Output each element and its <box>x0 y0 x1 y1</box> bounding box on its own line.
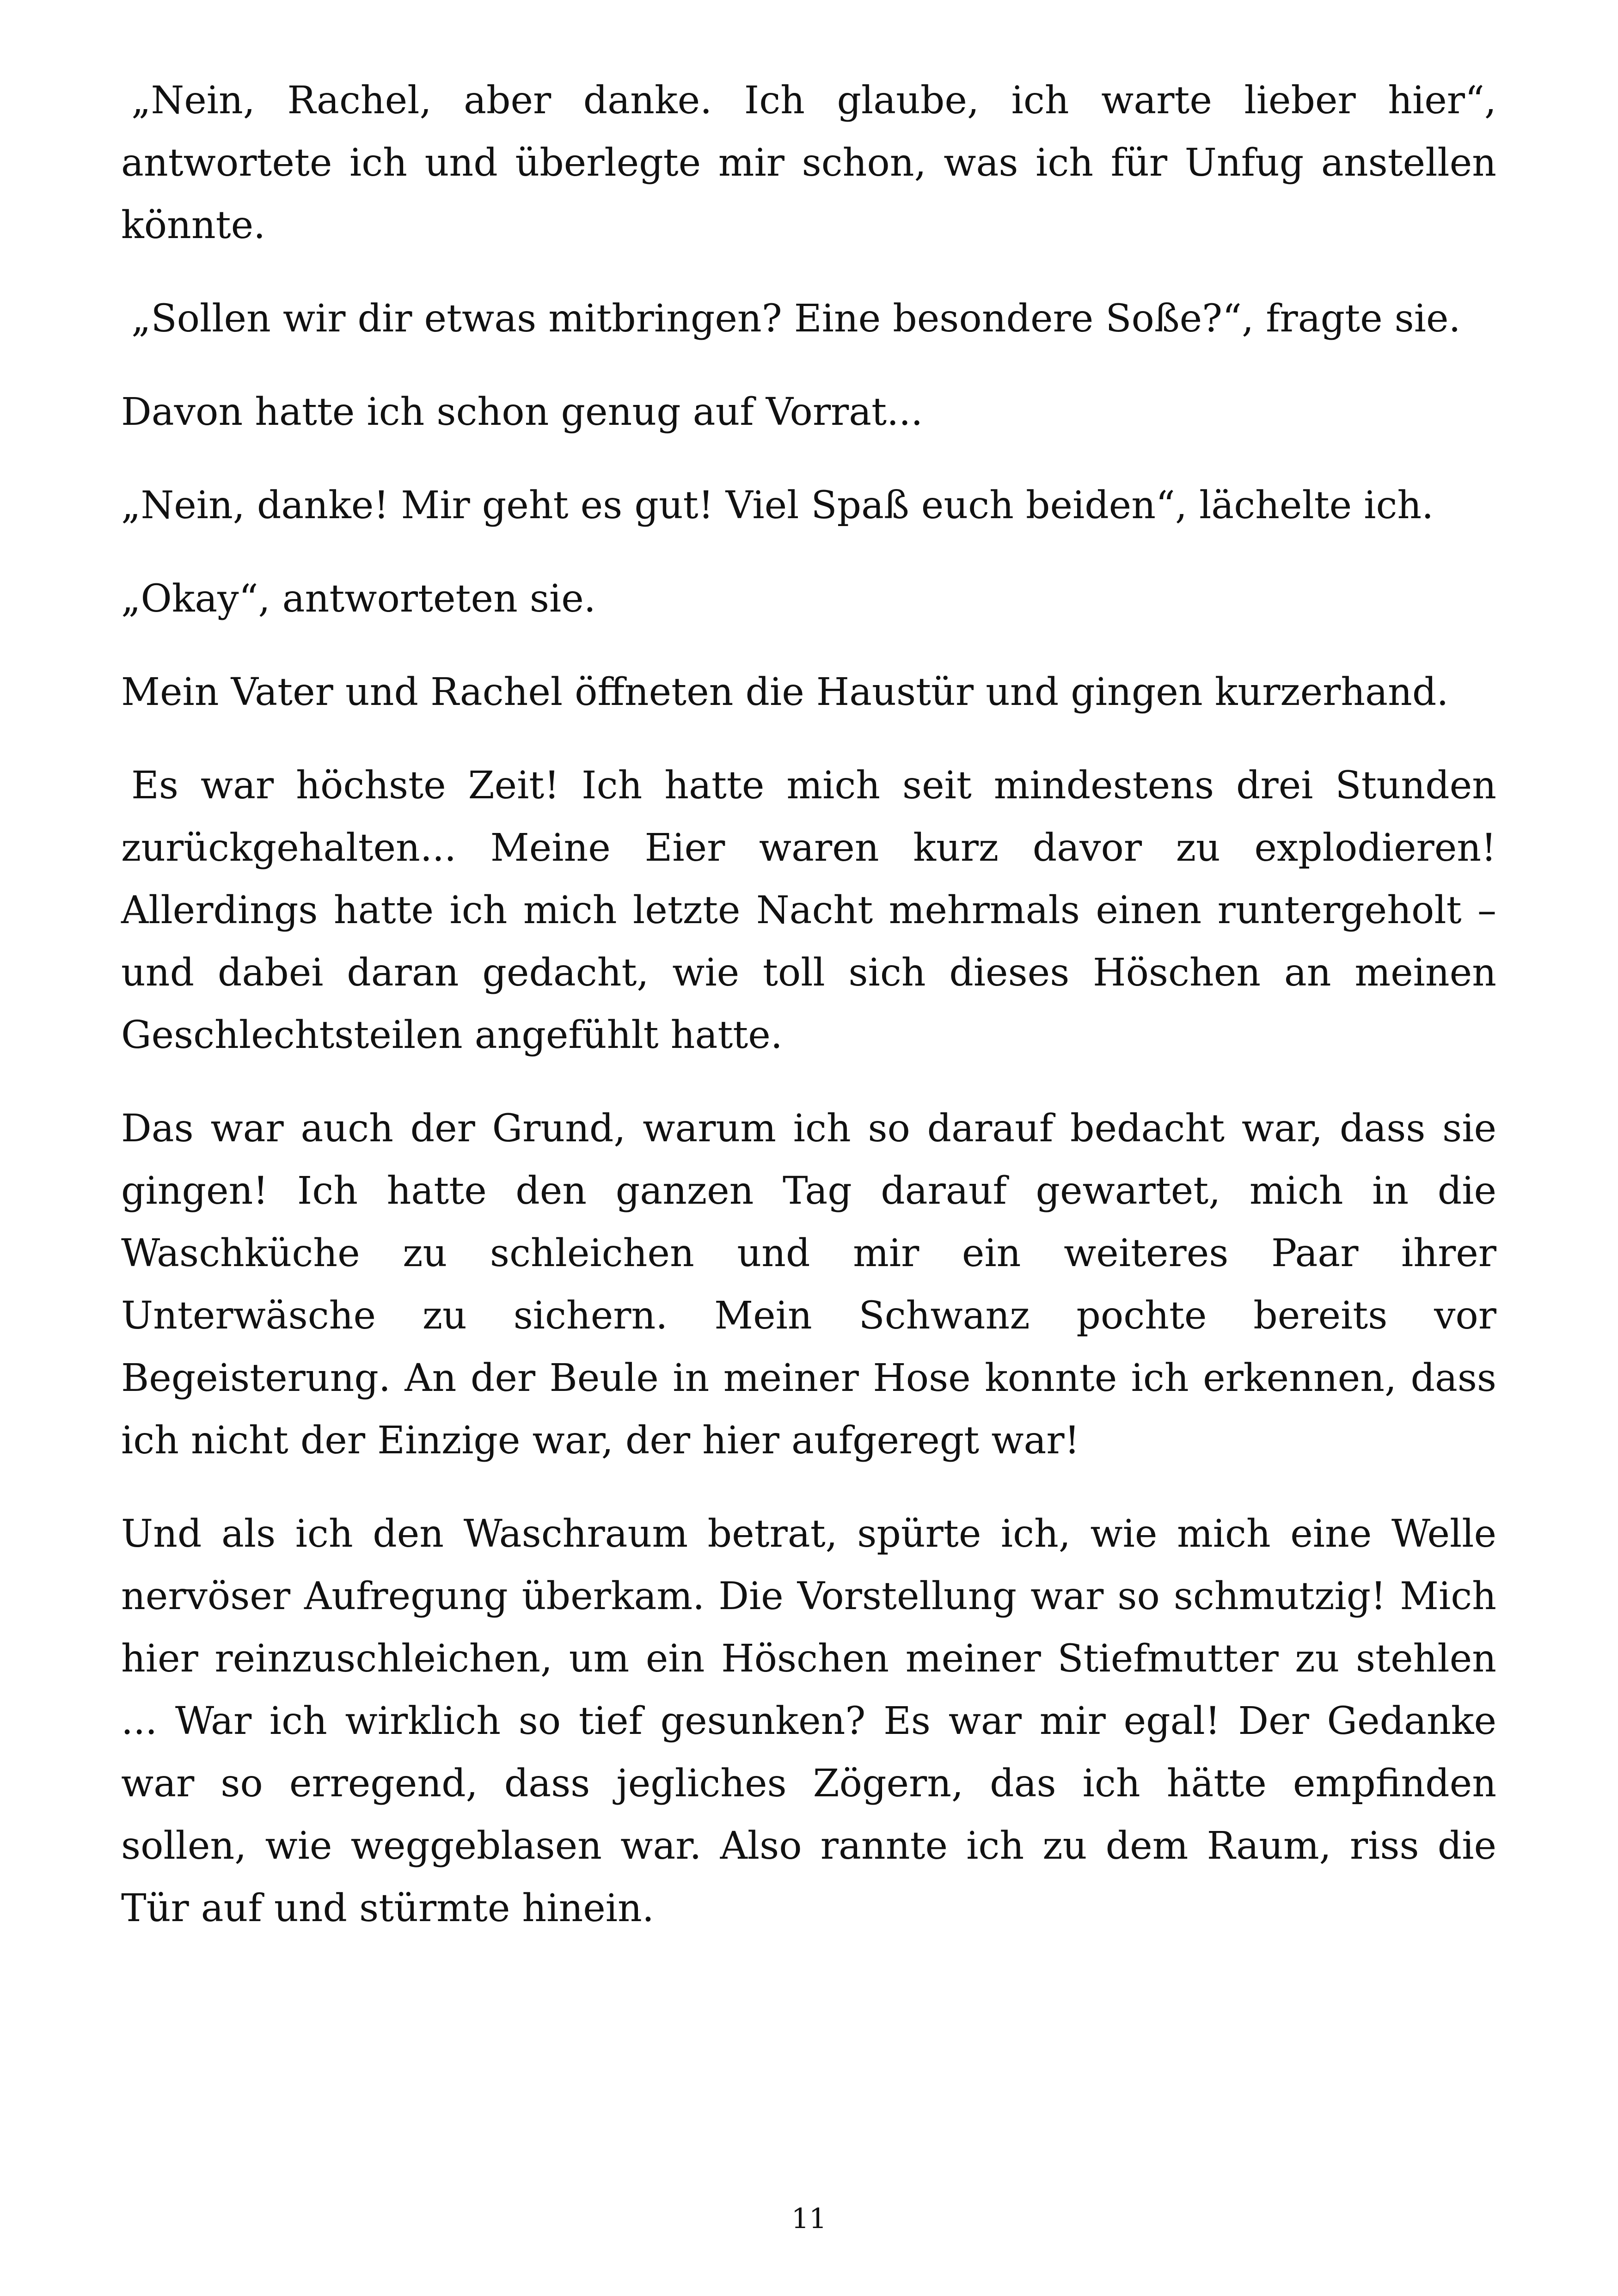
paragraph-1: „Nein, Rachel, aber danke. Ich glaube, ich warte lieber hier“, antwortete ich und überlegte mir schon, was ich für Unfug anstellen könnte. <box>121 79 1496 247</box>
paragraph-9: Und als ich den Waschraum betrat, spürte ich, wie mich eine Welle nervöser Aufregung überkam. Die Vorstellung war so schmutzig! Mich hier reinzuschleichen, um ein Höschen meiner Stiefmutter zu stehlen ... War ich wirklich so tief gesunken? Es war mir egal! Der Gedanke war so erregend, dass jegliches Zögern, das ich hätte empfinden sollen, wie weggeblasen war. Also rannte ich zu dem Raum, riss die Tür auf und stürmte hinein. <box>121 1512 1496 1930</box>
paragraph-7: Es war höchste Zeit! Ich hatte mich seit mindestens drei Stunden zurückgehalten... Meine Eier waren kurz davor zu explodieren! Allerdings hatte ich mich letzte Nacht mehrmals einen runtergeholt – und dabei daran gedacht, wie toll sich dieses Höschen an meinen Geschlechtsteilen angefühlt hatte. <box>121 764 1496 1057</box>
paragraph-8: Das war auch der Grund, warum ich so darauf bedacht war, dass sie gingen! Ich hatte den ganzen Tag darauf gewartet, mich in die Waschküche zu schleichen und mir ein weiteres Paar ihrer Unterwäsche zu sichern. Mein Schwanz pochte bereits vor Begeisterung. An der Beule in meiner Hose konnte ich erkennen, dass ich nicht der Einzige war, der hier aufgeregt war! <box>121 1107 1496 1463</box>
paragraph-2: „Sollen wir dir etwas mitbringen? Eine besondere Soße?“, fragte sie. <box>131 297 1461 341</box>
paragraph-4: „Nein, danke! Mir geht es gut! Viel Spaß euch beiden“, lächelte ich. <box>121 484 1434 527</box>
page-number: 11 <box>791 2203 827 2235</box>
paragraph-3: Davon hatte ich schon genug auf Vorrat... <box>121 390 923 434</box>
page-body <box>121 69 1496 1971</box>
paragraph-6: Mein Vater und Rachel öffneten die Haustür und gingen kurzerhand. <box>121 670 1449 714</box>
paragraph-5: „Okay“, antworteten sie. <box>121 577 596 621</box>
